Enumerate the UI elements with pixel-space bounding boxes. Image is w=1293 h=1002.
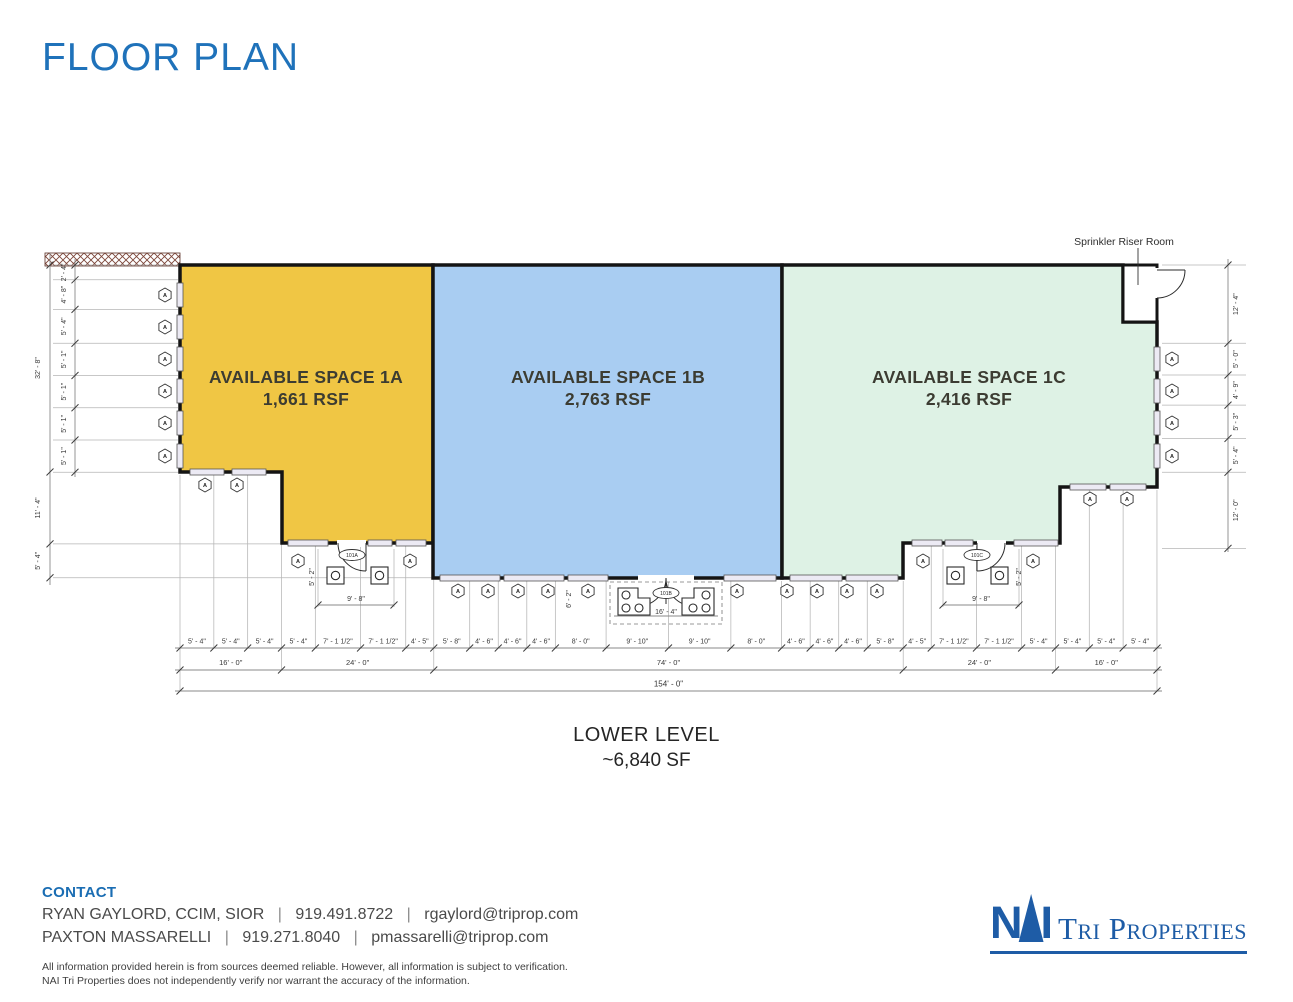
storefront-window <box>790 575 842 581</box>
dim-label: 12' - 4" <box>1233 293 1240 315</box>
dim-label: 4' - 5" <box>410 638 429 646</box>
svg-text:16' - 4": 16' - 4" <box>655 609 677 616</box>
disclaimer-line-2: NAI Tri Properties does not independently verify nor warrant the accuracy of the information. <box>42 975 470 987</box>
dim-label: 8' - 0" <box>747 638 766 646</box>
window-tag-label: A <box>815 589 819 595</box>
window-tag-label: A <box>516 589 520 595</box>
storefront-window <box>1014 540 1058 546</box>
window-tag-label: A <box>486 589 490 595</box>
contact-phone: 919.271.8040 <box>242 929 341 946</box>
storefront-window <box>440 575 500 581</box>
dim-label: 4' - 6" <box>815 638 834 646</box>
storefront-window <box>177 379 183 403</box>
level-area: ~6,840 SF <box>602 750 691 771</box>
dim-label: 5' - 4" <box>255 638 274 646</box>
dim-label: 5' - 8" <box>442 638 461 646</box>
window-tag-label: A <box>875 589 879 595</box>
storefront-window <box>945 540 973 546</box>
dim-label: 12' - 0" <box>1233 499 1240 522</box>
dim-label: 5' - 1" <box>61 414 68 433</box>
contact-name: RYAN GAYLORD, CCIM, SIOR <box>42 906 265 923</box>
separator: | <box>277 906 282 923</box>
storefront-window <box>177 347 183 371</box>
space-1b-rsf: 2,763 RSF <box>564 389 652 409</box>
dim-label: 5' - 4" <box>221 638 240 646</box>
dim-label: 4' - 8" <box>61 285 68 304</box>
sprinkler-riser-room <box>1123 265 1157 322</box>
space-1c-rsf: 2,416 RSF <box>925 389 1013 409</box>
window-tag-label: A <box>296 559 300 565</box>
storefront-window <box>1154 379 1160 403</box>
svg-text:6' - 2": 6' - 2" <box>566 590 573 608</box>
dim-label: 5' - 4" <box>61 317 68 336</box>
nai-tri-properties-logo <box>990 894 1247 954</box>
space-1c-area <box>782 265 1157 578</box>
svg-text:9' - 8": 9' - 8" <box>972 596 990 603</box>
door-tag-label: 101A <box>346 552 358 559</box>
storefront-window <box>1070 484 1106 490</box>
window-tag-label: A <box>785 589 789 595</box>
nai-triangle-icon <box>1017 894 1044 942</box>
window-tag-label: A <box>163 389 167 395</box>
separator: | <box>406 906 411 923</box>
storefront-window <box>177 315 183 339</box>
dim-label: 4' - 6" <box>503 638 522 646</box>
sprinkler-room-label: Sprinkler Riser Room <box>1074 236 1174 248</box>
storefront-window <box>1110 484 1146 490</box>
storefront-window <box>177 444 183 468</box>
storefront-window <box>368 540 392 546</box>
contact-block <box>42 884 578 947</box>
window-tag-label: A <box>163 357 167 363</box>
storefront-window <box>177 411 183 435</box>
window-tag-label: A <box>1088 497 1092 503</box>
window-tag-label: A <box>921 559 925 565</box>
dim-label: 7' - 1 1/2" <box>984 638 1014 646</box>
disclaimer-line-1: All information provided herein is from sources deemed reliable. However, all information is subject to verification. <box>42 961 568 973</box>
nai-mark <box>990 894 1052 949</box>
window-tag-label: A <box>1170 454 1174 460</box>
dim-label: 74' - 0" <box>656 658 681 667</box>
dim-label: 5' - 4" <box>35 551 42 570</box>
dim-label: 7' - 1 1/2" <box>323 638 353 646</box>
storefront-window <box>912 540 942 546</box>
dim-label: 4' - 6" <box>786 638 805 646</box>
dim-label: 154' - 0" <box>653 679 684 689</box>
space-1c-label: AVAILABLE SPACE 1C <box>871 367 1067 387</box>
storefront-window <box>724 575 776 581</box>
window-tag-label: A <box>456 589 460 595</box>
window-tag-label: A <box>735 589 739 595</box>
contact-row-1 <box>42 906 578 924</box>
storefront-window <box>504 575 564 581</box>
window-tag-label: A <box>235 483 239 489</box>
storefront-window <box>1154 411 1160 435</box>
dim-label: 5' - 4" <box>1097 638 1116 646</box>
contact-name: PAXTON MASSARELLI <box>42 929 212 946</box>
disclaimer <box>42 960 568 988</box>
dim-label: 4' - 5" <box>908 638 927 646</box>
contact-email[interactable]: pmassarelli@triprop.com <box>371 929 549 946</box>
contact-heading: CONTACT <box>42 884 117 901</box>
dim-label: 4' - 6" <box>532 638 550 646</box>
nai-letter-i: I <box>1040 897 1052 949</box>
dim-label: 2' - 4" <box>61 263 68 282</box>
dim-label: 9' - 10" <box>626 638 649 646</box>
window-tag-label: A <box>163 454 167 460</box>
door-gap-1c <box>977 540 1006 547</box>
dim-label: 5' - 8" <box>876 638 895 646</box>
window-tag-label: A <box>845 589 849 595</box>
space-1a-label: AVAILABLE SPACE 1A <box>208 367 404 387</box>
storefront-window <box>1154 347 1160 371</box>
window-tag-label: A <box>1031 559 1035 565</box>
dim-label: 8' - 0" <box>571 638 590 646</box>
floor-plan-drawing <box>0 225 1293 725</box>
window-tag-label: A <box>203 483 207 489</box>
dim-label: 5' - 4" <box>1063 638 1082 646</box>
level-label: LOWER LEVEL <box>573 724 720 746</box>
dim-label: 5' - 4" <box>188 638 206 646</box>
storefront-window <box>1154 444 1160 468</box>
storefront-window <box>396 540 426 546</box>
window-tag-label: A <box>163 293 167 299</box>
dim-label: 7' - 1 1/2" <box>368 638 398 646</box>
dim-label: 9' - 10" <box>688 638 711 646</box>
dim-label: 24' - 0" <box>345 658 370 667</box>
dim-label: 5' - 1" <box>61 350 68 369</box>
svg-text:5' - 2": 5' - 2" <box>1016 568 1023 586</box>
dim-label: 7' - 1 1/2" <box>939 638 969 646</box>
door-tag-label: 101B <box>660 590 672 597</box>
window-tag-label: A <box>546 589 550 595</box>
storefront-window <box>288 540 328 546</box>
svg-text:9' - 8": 9' - 8" <box>347 596 365 603</box>
door-sprinkler <box>1157 270 1185 298</box>
nai-letter-n: N <box>990 897 1021 949</box>
dim-label: 5' - 3" <box>1233 412 1240 431</box>
space-1a-rsf: 1,661 RSF <box>262 389 350 409</box>
separator: | <box>224 929 229 946</box>
dim-label: 5' - 1" <box>61 382 68 401</box>
dim-label: 4' - 6" <box>475 638 493 646</box>
dim-label: 16' - 0" <box>1094 658 1118 667</box>
window-tag-label: A <box>1170 389 1174 395</box>
svg-text:5' - 2": 5' - 2" <box>309 568 316 586</box>
contact-phone: 919.491.8722 <box>295 906 394 923</box>
dim-label: 16' - 0" <box>219 658 243 667</box>
storefront-window <box>568 575 608 581</box>
window-tag-label: A <box>1170 357 1174 363</box>
dim-label: 5' - 4" <box>1029 638 1048 646</box>
storefront-window <box>190 469 224 475</box>
brand-name: Tri Properties <box>1058 911 1247 947</box>
contact-email[interactable]: rgaylord@triprop.com <box>424 906 579 923</box>
dim-label: 5' - 1" <box>61 447 68 466</box>
window-tag-label: A <box>1170 421 1174 427</box>
dim-label: 5' - 4" <box>289 638 308 646</box>
storefront-window <box>177 283 183 307</box>
dim-label: 5' - 0" <box>1233 350 1240 369</box>
dim-label: 5' - 4" <box>1131 638 1149 646</box>
window-tag-label: A <box>163 325 167 331</box>
window-tag-label: A <box>163 421 167 427</box>
dim-label: 5' - 4" <box>1233 446 1240 465</box>
storefront-window <box>846 575 898 581</box>
storefront-window <box>232 469 266 475</box>
space-1b-area <box>433 265 782 578</box>
dim-label: 24' - 0" <box>967 658 991 667</box>
door-gap-1a <box>337 540 366 547</box>
space-1b-label: AVAILABLE SPACE 1B <box>510 367 706 387</box>
window-tag-label: A <box>408 559 412 565</box>
dim-label: 32' - 8" <box>35 357 42 379</box>
door-tag-label: 101C <box>971 552 983 559</box>
dim-label: 4' - 9" <box>1233 381 1240 399</box>
page-title: FLOOR PLAN <box>42 36 300 79</box>
dim-label: 11' - 4" <box>35 497 42 519</box>
window-tag-label: A <box>1125 497 1129 503</box>
separator: | <box>353 929 358 946</box>
dim-label: 4' - 6" <box>844 638 862 646</box>
level-summary <box>0 724 1293 772</box>
door-gap-sprinkler <box>1154 268 1161 298</box>
contact-row-2 <box>42 929 578 947</box>
window-tag-label: A <box>586 589 590 595</box>
